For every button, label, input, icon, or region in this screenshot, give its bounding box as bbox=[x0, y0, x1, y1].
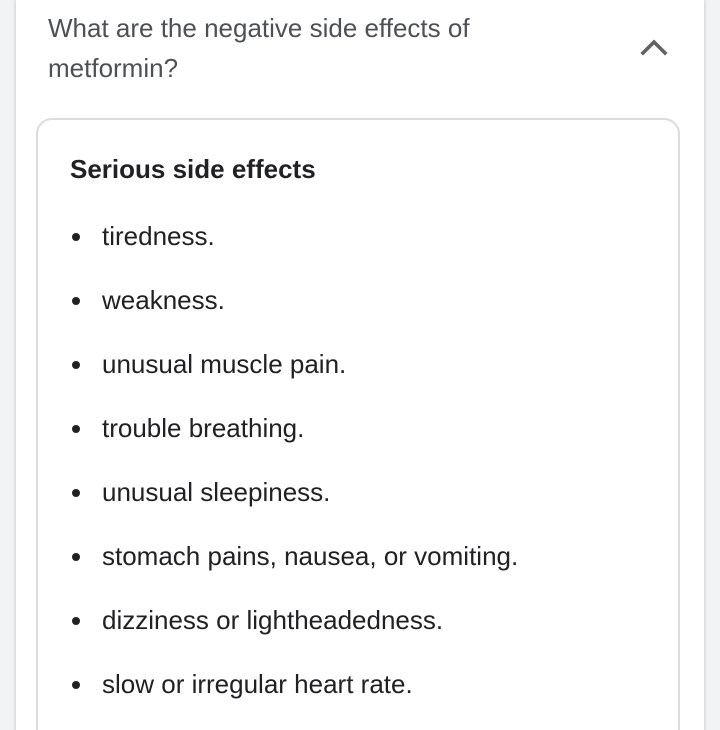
chevron-up-icon-graphic bbox=[634, 32, 674, 60]
list-item bbox=[70, 470, 518, 534]
list-item bbox=[70, 598, 518, 662]
list-item-text: trouble breathing. bbox=[102, 413, 305, 443]
list-item bbox=[70, 214, 518, 278]
side-effects-list bbox=[70, 214, 518, 726]
bullet-icon bbox=[72, 617, 80, 625]
list-item-text: unusual sleepiness. bbox=[102, 477, 331, 507]
faq-question: What are the negative side effects of metformin? bbox=[48, 13, 470, 83]
chevron-up-icon[interactable] bbox=[634, 32, 674, 60]
list-item-text: unusual muscle pain. bbox=[102, 349, 347, 379]
list-item bbox=[70, 662, 518, 726]
list-item bbox=[70, 534, 518, 598]
bullet-icon bbox=[72, 489, 80, 497]
bullet-icon bbox=[72, 681, 80, 689]
bullet-icon bbox=[72, 233, 80, 241]
list-item bbox=[70, 406, 518, 470]
list-item-text: stomach pains, nausea, or vomiting. bbox=[102, 541, 519, 571]
faq-question-toggle[interactable] bbox=[48, 8, 688, 98]
list-item bbox=[70, 278, 518, 342]
list-item-text: slow or irregular heart rate. bbox=[102, 669, 413, 699]
bullet-icon bbox=[72, 361, 80, 369]
bullet-icon bbox=[72, 553, 80, 561]
list-item-text: tiredness. bbox=[102, 221, 215, 251]
faq-card bbox=[16, 0, 704, 730]
bullet-icon bbox=[72, 425, 80, 433]
answer-heading: Serious side effects bbox=[70, 154, 316, 184]
list-item-text: weakness. bbox=[102, 285, 225, 315]
faq-answer-panel bbox=[36, 118, 680, 730]
bullet-icon bbox=[72, 297, 80, 305]
list-item bbox=[70, 342, 518, 406]
list-item-text: dizziness or lightheadedness. bbox=[102, 605, 444, 635]
